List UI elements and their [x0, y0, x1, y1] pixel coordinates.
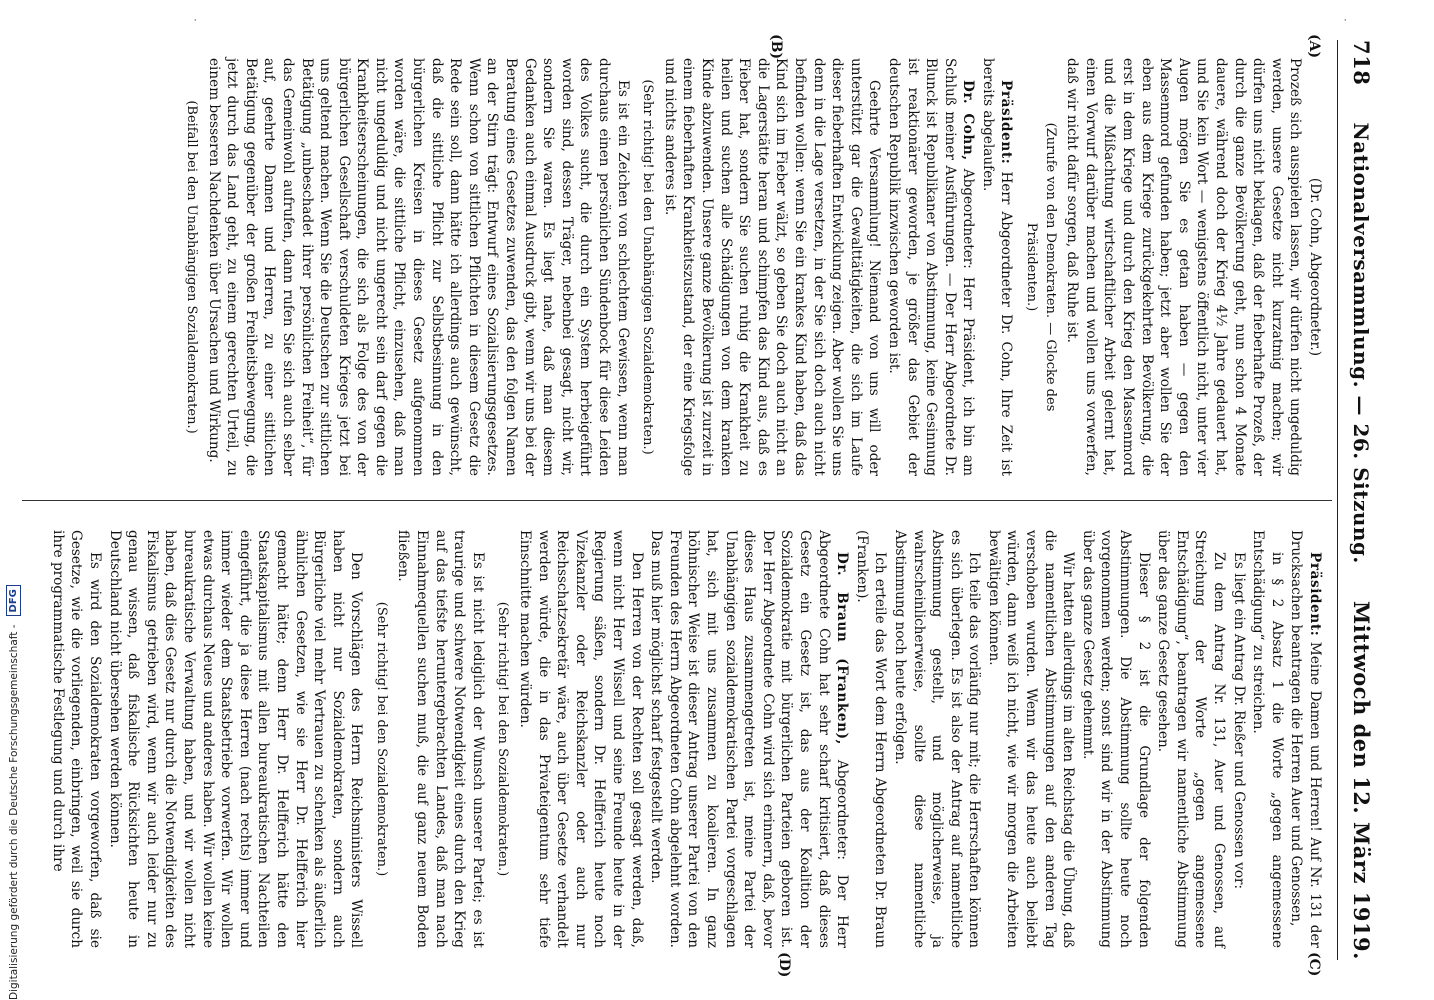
page-header	[1342, 40, 1374, 960]
speech-start	[884, 58, 977, 476]
paragraph: Den Vorschlägen des Herrn Reichsministers Wissell haben nicht nur Sozialdemokraten, sondern auch Bürgerliche viel mehr Vertrauen zu schenken als äußerlich ähnlichen Gesetzen, wie sie Herr Dr. Helfferich hier gemacht hätte; denn Herr Dr. Helfferich hätte den Staatskapitalismus mit allen bureaukratischen Nachteilen eingeführt, die ja diese Herren (nach rechts) immer und immer wieder dem Staatsbetriebe vorwerfen. Wir wollen etwas durchaus Neues und anderes haben. Wir wollen keine bureaukratische Verwaltung haben, und wir wollen nicht haben, daß dies Gesetz nur durch die Notwendigkeiten des Fiskalismus getrieben wird, wenn wir auch leider nur zu genau wissen, daß fiskalische Rücksichten heute in Deutschland nicht übersehen werden können.	[106, 530, 365, 949]
stage-direction: (Beifall bei den Unabhängigen Sozialdemokraten.)	[183, 100, 199, 434]
speaker-label: Dr. Cohn,	[960, 80, 977, 161]
margin-mark-b: (B)	[768, 34, 784, 60]
stage-direction: (Sehr richtig! bei den Unabhängigen Sozialdemokraten.)	[640, 79, 656, 455]
stage-direction: (Sehr richtig! bei den Sozialdemokraten.)	[373, 601, 389, 877]
motion-quote: in § 2 Absatz 1 die Worte „gegen angemessene Entschädigung“ zu streichen.	[1250, 530, 1285, 948]
president-remark	[978, 58, 1015, 476]
paragraph: Wir hatten allerdings im alten Reichstag die Übung, daß die namentlichen Abstimmungen auf den anderen Tag verschoben wurden. Wenn wir das heute auch beliebt würden, dann weiß ich nicht, wie wir morgen die Arbeiten bewältigen können.	[985, 530, 1077, 948]
speaker-label: Präsident:	[998, 80, 1015, 165]
speech-text: Abgeordneter: Herr Präsident, ich bin am Schluß meiner Ausführungen. — Der Herr Abgeordnete Dr. Blunck ist Republikaner von Abstimmung, keine Gesinnung ist reaktionärer geworden, je größer das Gebiet der deutschen Republik inzwischen geworden ist.	[885, 58, 977, 476]
motion-quote: Zu dem Antrag Nr. 131, Auer und Genossen, auf Streichung der Worte „gegen angemessene Entschädigung“, beantragen wir namentliche Abstimmung über das ganze Gesetz gesehen.	[1155, 530, 1228, 948]
president-remark	[1287, 530, 1324, 948]
dfg-logo: DFG	[6, 585, 21, 616]
digitization-credit	[6, 585, 21, 1000]
right-column	[47, 530, 1324, 948]
stage-direction: (Zurufe von den Demokraten. — Glocke des Präsidenten.)	[1024, 122, 1058, 412]
speech-start	[647, 530, 852, 948]
column-divider	[22, 500, 1332, 501]
paragraph: Den Herren von der Rechten soll gesagt werden, daß, wenn nicht Herr Wissell und seine Freunde heute in der Regierung säßen, sondern Dr. Helfferich heute noch Vizekanzler oder Reichskanzler oder auch nur Reichsschatzsekretär wäre, auch über Gesetze verhandelt werden würde, die in das Privateigentum sehr tiefe Einschnitte machen würden.	[517, 530, 645, 948]
remark-text: Herr Abgeordneter Dr. Cohn, Ihre Zeit ist bereits abgelaufen.	[979, 58, 1015, 477]
paragraph: Es wird den Sozialdemokraten vorgeworfen, daß sie Gesetze, wie die vorliegenden, einbringen, weil sie durch ihre programmatische Festlegung und durch ihre	[49, 530, 103, 948]
stage-direction: (Sehr richtig! bei den Sozialdemokraten.)	[495, 601, 511, 877]
running-title: Nationalversammlung. — 26. Sitzung.	[1349, 122, 1373, 564]
scan-speck: ·	[1338, 18, 1352, 22]
paragraph: Prozeß sich ausspielen lassen, wir dürfen nicht ungeduldig werden, unsere Gesetze nicht kurzatmig machen; wir dürfen uns nicht beklagen, daß der fieberhafte Prozeß, der durch die ganze Bevölkerung geht, nun schon 4 Monate dauere, während doch der Krieg 4½ Jahre gedauert hat, und Sie kein Wort — wenigstens öffentlich nicht, unter vier Augen mögen Sie es getan haben — gegen den Massenmord gefunden haben; jetzt aber wollen Sie der eben aus dem Kriege zurückgekehrten Bevölkerung, die erst in dem Kriege und durch den Krieg den Massenmord und die Mißachtung wirtschaftlicher Arbeit gelernt hat, einen Vorwurf darüber machen und wollen uns vorwerfen, daß wir nicht dafür sorgen, daß Ruhe ist.	[1064, 58, 1304, 476]
speaker-label: Präsident:	[1307, 552, 1323, 637]
credit-text: Digitalisierung gefördert durch die Deutsche Forschungsgemeinschaft -	[7, 624, 20, 1000]
speech-text: Abgeordneter: Der Herr Abgeordnete Cohn hat sehr scharf kritisiert, daß dieses Gesetz ein Gesetz ist, das aus der Koalition der Sozialdemokratie mit bürgerlichen Parteien geboren ist. Der Herr Abgeordnete Cohn wird sich erinnern, daß, bevor dieses Haus zusammengetreten ist, meine Partei der Unabhängigen sozialdemokratischen Partei vorgeschlagen hat, sich mit uns zusammen zu koalieren. In ganz höhnischer Weise ist dieser Antrag unserer Partei von den Freunden des Herrn Abgeordneten Cohn abgelehnt worden. Das muß hier möglichst scharf festgestellt werden.	[648, 530, 851, 949]
margin-mark-c: (C)	[1306, 952, 1322, 977]
page-number: 718	[1349, 40, 1374, 86]
session-date: Mittwoch den 12. März 1919.	[1349, 601, 1374, 960]
remark-text: Meine Damen und Herren! Auf Nr. 131 der Drucksachen beantragen die Herren Auer und Genossen,	[1288, 530, 1323, 948]
speaker-label: Dr. Braun (Franken),	[834, 552, 851, 746]
scanned-page	[2, 0, 1402, 1000]
paragraph: Dieser § 2 ist die Grundlage der folgenden Abstimmungen. Die Abstimmung sollte heute noch vorgenommen werden; sonst sind wir in der Abstimmung über das ganze Gesetz gehemmt.	[1079, 530, 1152, 948]
left-column	[175, 58, 1324, 476]
header-rule	[1337, 40, 1338, 960]
paragraph: Es ist ein Zeichen von schlechtem Gewissen, wenn man durchaus einen persönlichen Sündenbock für diese Leiden des Volkes sucht, die durch ein System herbeigeführt worden sind, dessen Träger, nebenbei gesagt, nicht wir, sondern Sie waren. Es liegt nahe, daß man diesem Gedanken auch einmal Ausdruck gibt, wenn wir uns bei der Beratung eines Gesetzes zuwenden, das den folgen Namen an der Stirn trägt: Entwurf eines Sozialisierungsgesetzes. Wenn schon von sittlichen Pflichten in diesem Gesetz die Rede sein soll, dann hätte ich allerdings auch gewünscht, daß die sittliche Pflicht zur Selbstbesinnung in den bürgerlichen Kreisen in dieses Gesetz aufgenommen worden wäre, die sittliche Pflicht, einzusehen, daß man nicht ungeduldig und nicht ungerecht sein darf gegen die Krankheitserscheinungen, die sich als Folge des von der bürgerlichen Gesellschaft verschuldeten Krieges jetzt bei uns geltend machen. Wenn Sie die Deutschen zur sittlichen Betätigung „unbeschadet ihrer persönlichen Freiheit“, für das Gemeinwohl aufrufen, dann rufen Sie sich auch selber auf, geehrte Damen und Herren, zu einer sittlichen Betätigung gegenüber der großen Freiheitsbewegung, die jetzt durch das Land geht, zu einem gerechten Urteil, zu einem besseren Nachdenken über Ursachen und Wirkung.	[205, 58, 631, 476]
paragraph: Ich teile das vorläufig nur mit; die Herrschaften können es sich überlegen. Es ist also der Antrag auf namentliche Abstimmung gestellt, und möglicherweise, ja wahrscheinlicherweise, sollte diese namentliche Abstimmung noch heute erfolgen.	[891, 530, 983, 948]
paragraph: Geehrte Versammlung! Niemand von uns will oder unterstützt gar die Gewalttätigkeiten, die sich im Laufe dieser fieberhaften Entwicklung zeigen. Aber wollen Sie uns denn in die Lage versetzen, in der Sie sich doch auch nicht befinden wollen: wenn Sie ein krankes Kind haben, daß das Kind sich im Fieber wälzt, so geben Sie doch auch nicht an die Lagerstätte heran und schimpfen das Kind aus, daß es Fieber hat, sondern Sie suchen ruhig die Krankheit zu heilen und suchen alle Schädigungen von dem kranken Kinde abzuwenden. Unsere ganze Bevölkerung ist zurzeit in einem fieberhaften Krankheitszustand, der eine Kriegsfolge und nichts anderes ist.	[661, 58, 883, 476]
paragraph: Es liegt ein Antrag Dr. Rießer und Genossen vor:	[1230, 552, 1247, 890]
paragraph: Ich erteile das Wort dem Herrn Abgeordneten Dr. Braun (Franken).	[853, 530, 889, 948]
scan-speck: ·	[188, 18, 202, 22]
margin-mark-d: (D)	[776, 952, 792, 978]
paragraph: Es ist nicht lediglich der Wunsch unserer Partei; es ist traurige und schwere Notwendigkeit eines durch den Krieg auf das tiefste heruntergebrachten Landes, daß man nach Einnahmequellen suchen muß, die auf ganz neuem Boden fließen.	[395, 530, 486, 948]
speaker-continuation: (Dr. Cohn, Abgeordneter.)	[1307, 177, 1323, 357]
margin-mark-a: (A)	[1306, 34, 1322, 59]
